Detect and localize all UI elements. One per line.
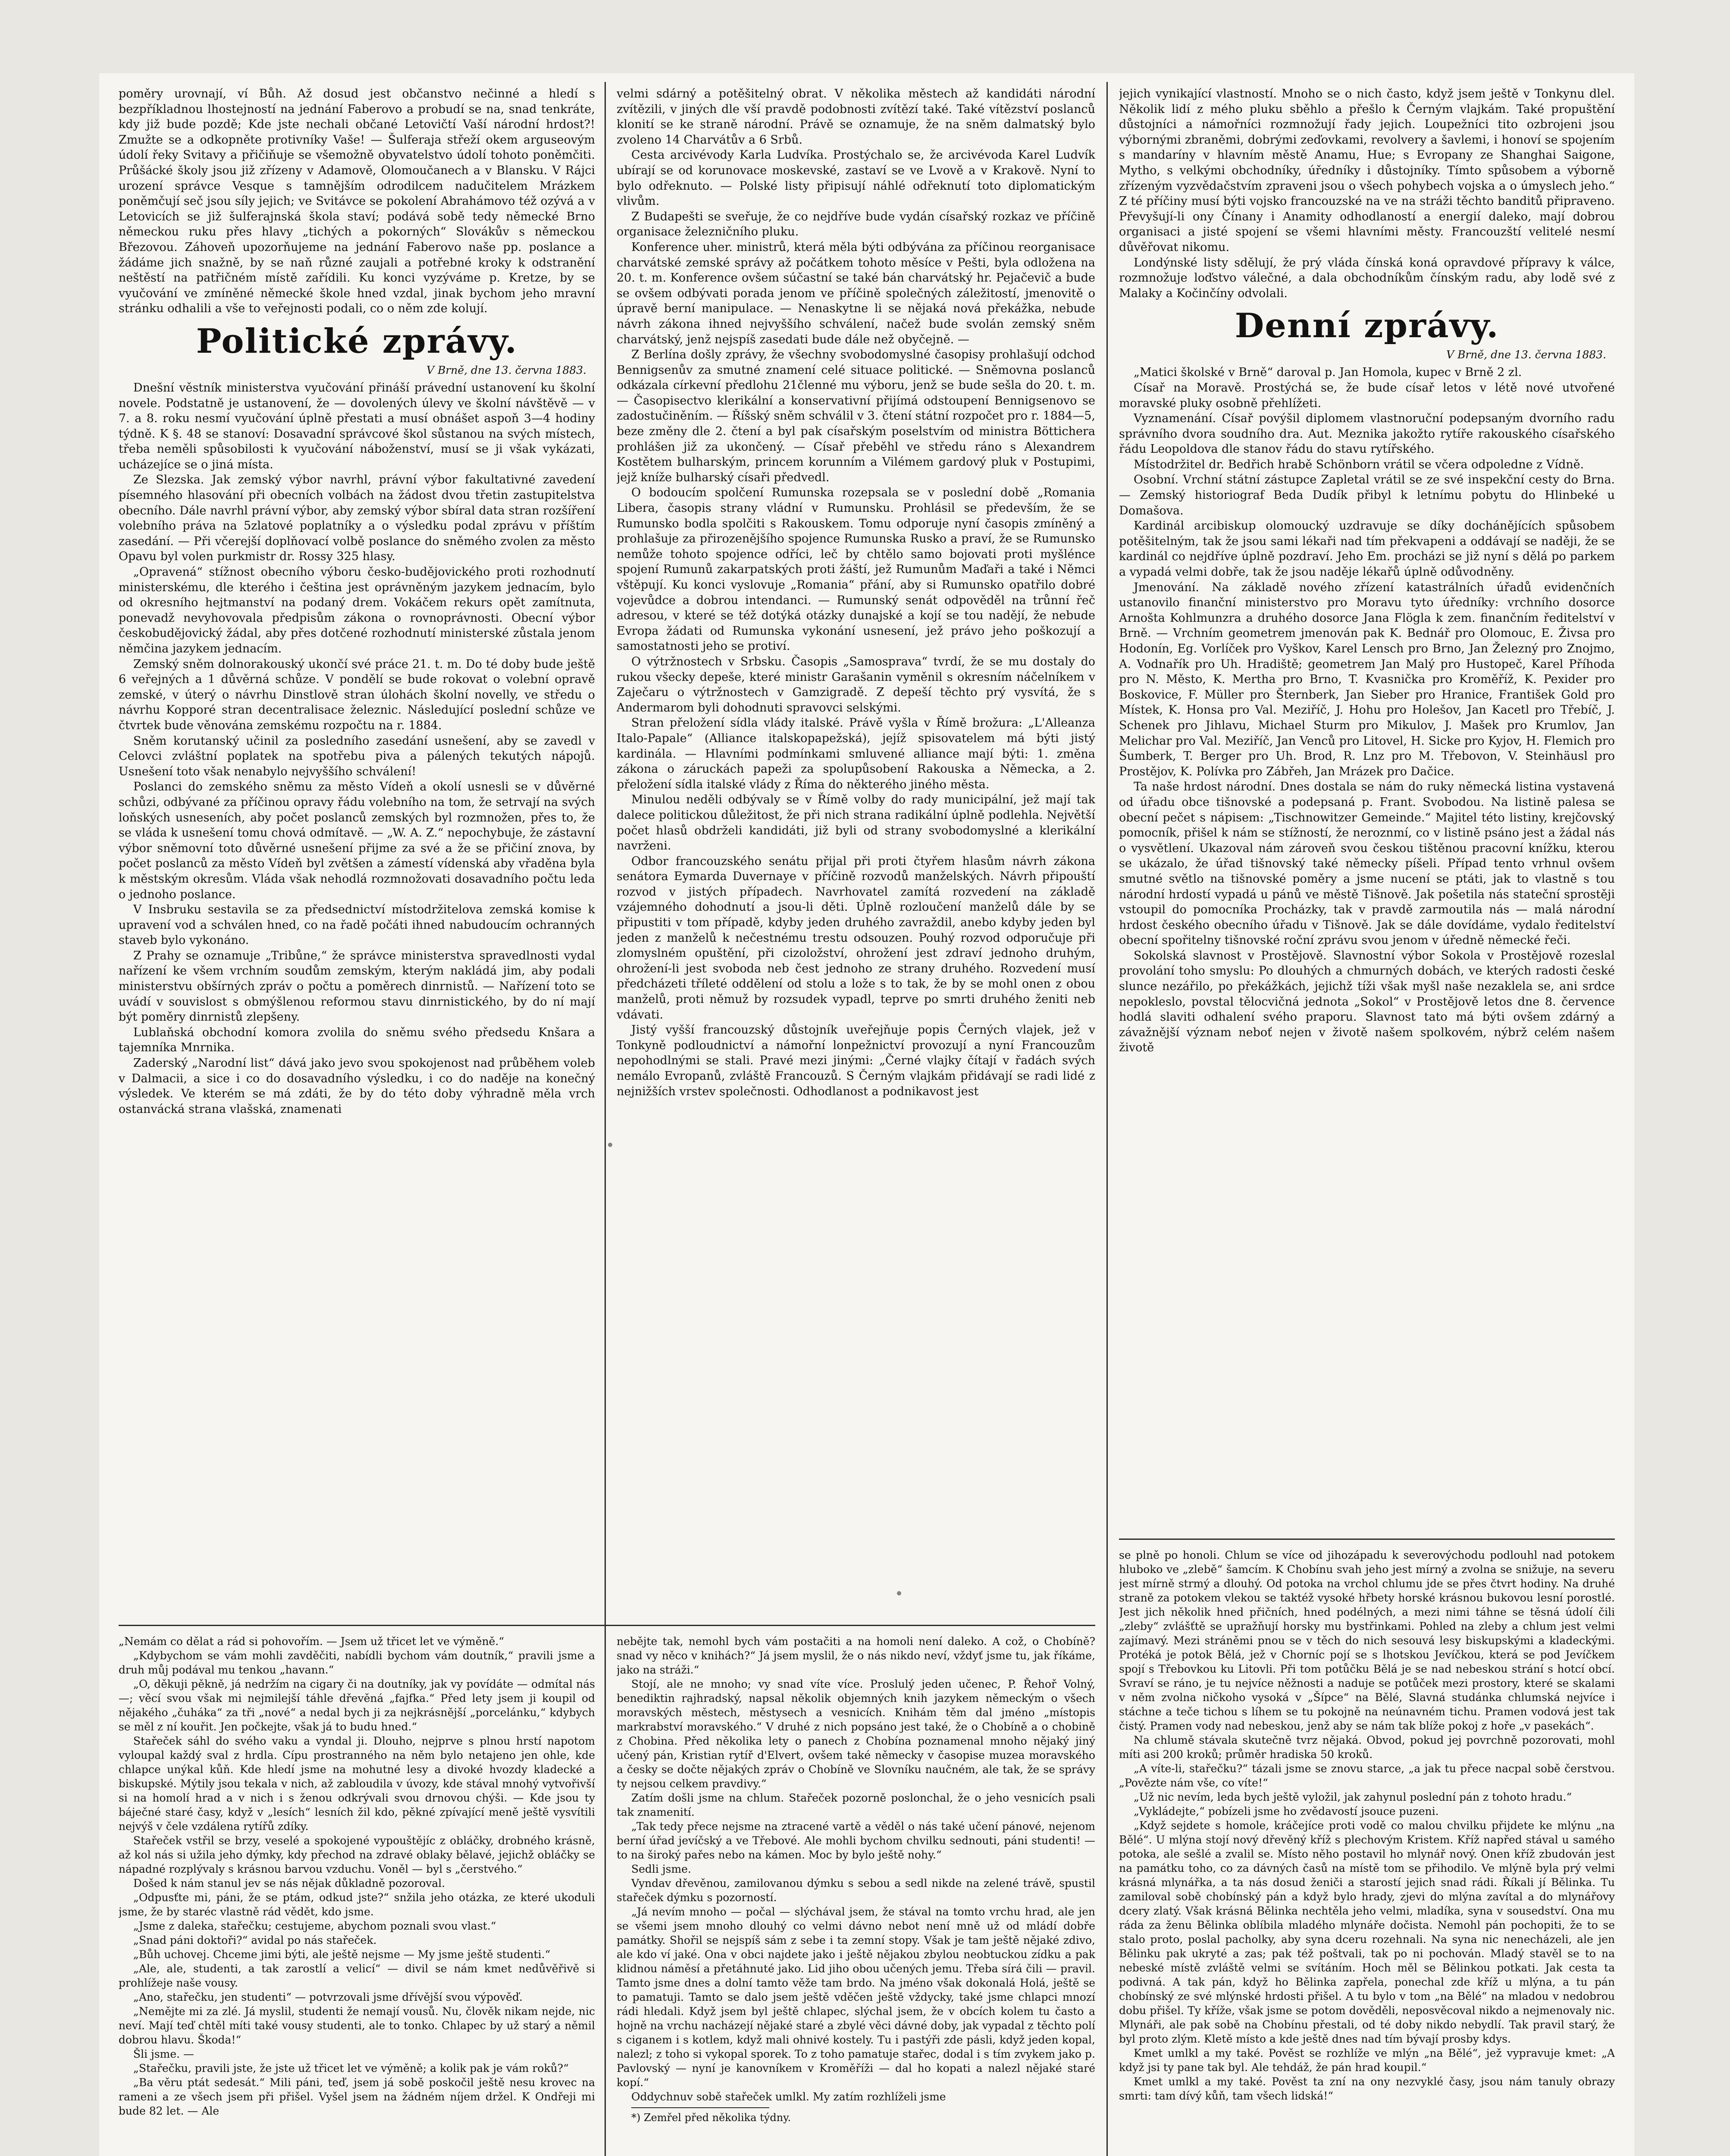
article-text: Osobní. Vrchní státní zástupce Zapletal vrátil se ze své inspekční cesty do Brna. — Zemský historiograf Beda Dudík přibyl k letnímu pobytu do Hlinbeké u Domašova.	[1119, 473, 1615, 517]
article-text: Sněm korutanský učinil za posledního zasedání usnešení, aby se zavedl v Celovci zvláštní poplatek na spotřebu piva a pálených tekutých nápojů. Usnešení toto však nenabylo nejvyššího schválení!	[119, 734, 595, 778]
article-text: Londýnské listy sdělují, že prý vláda čínská koná opravdové přípravy k válce, rozmnožuje loďstvo válečné, a dala obchodníkům čínským radu, aby lodě své z Malaky a Kočinčíny odvolali.	[1119, 256, 1615, 300]
feuilleton-text: Zatím došli jsme na chlum. Stařeček pozorně poslonchal, že o jeho vesnicích psali tak znamenití.	[617, 1792, 1095, 1818]
feuilleton-column-3	[1119, 1548, 1615, 2156]
article-text: Jistý vyšší francouzský důstojník uveřejňuje popis Černých vlajek, jež v Tonkyně podloudnictví a námořní lonpežnictví provozují a nyní Francouzům nepohodlnými se stali. Pravé mezi jinými: „Černé vlajky čítají v řadách svých nemálo Evropanů, zvláště Francouzů. S Černým vlajkám přidávají se radi lidé z nejnižších vrstev společnosti. Odhodlanost a podnikavost jest	[617, 1023, 1095, 1098]
article-text: Ta naše hrdost národní. Dnes dostala se nám do ruky německá listina vystavená od úřadu obce tišnovské a podepsaná p. Frant. Svobodou. Na listině palesa se obecní pečet s nápisem: „Tischnowitzer Gemeinde.“ Majitel této listiny, krejčovský pomocník, přišel k nám se stížností, že neroznmí, co v listině psáno jest a žádal nás o vysvětlení. Ukazoval nám zároveň svou českou tištěnou pracovní knížku, kterou se ukázalo, že úřad tišnovský také německy píšeli. Případ tento vrhnul ovšem smutné světlo na tišnovské poměry a jsme nucení se ptáti, jak to vlastně s tou národní hrdostí vypadá u pánů ve městě Tišnově. Jak pošetila nás stateční sprostěji vstoupil do pomocníka Procházky, tak v pravdě zarmoutila nás — malá národní hrdost českého obecního úřadu v Tišnově. Jak se dále dovídáme, vydalo ředitelství obecní spořitelny tišnovské roční zprávu svou jenom v úředně německé řeči.	[1119, 780, 1615, 947]
feuilleton-text: Došed k nám stanul jev se nás nějak důkladně pozoroval.	[133, 1877, 445, 1890]
section-heading-politicke: Politické zprávy.	[196, 321, 518, 361]
feuilleton-text: Sedli jsme.	[631, 1863, 691, 1875]
article-text: V Insbruku sestavila se za předsednictví místodržitelova zemská komise k upravení vod a schválen hned, co na řadě počáti ihned nabudoucím ochranných staveb bylo vykonáno.	[119, 903, 595, 947]
feuilleton-text: Kmet umlkl a my také. Pověst se rozhlíže ve mlýn „na Bělé“, jež vypravuje kmet: „A když jsi ty pane tak byl. Ale tehdáž, že pán hrad koupil.“	[1119, 2047, 1615, 2074]
print-speck	[897, 1591, 901, 1595]
article-text: Ze Slezska. Jak zemský výbor navrhl, právní výbor fakultativné zavedení písemného hlasování při obecních volbách na žádost dvou třetin zastupitelstva obecního. Dále navrhl právní výbor, aby zemský výbor sbíral data stran rozšíření volebního práva na 5zlatové poplatníky a o výsledku podal zprávu v příštím zasedání. — Při včerejší doplňovací volbě poslance do sněmého zvolen za město Opavu byl volen purkmistr dr. Rossy 325 hlasy.	[119, 473, 595, 564]
feuilleton-text: nebějte tak, nemohl bych vám postačiti a na homoli není daleko. A což, o Chobíně? snad vy něco v knihách?“ Já jsem myslil, že o nás nikdo neví, vždyť jsme tu, jak říkáme, jako na stráži.“	[617, 1635, 1095, 1676]
feuilleton-text: Šli jsme. —	[133, 2048, 194, 2060]
newspaper-page	[99, 73, 1634, 2156]
column-2	[617, 86, 1095, 1608]
dateline: V Brně, dne 13. června 1883.	[1446, 348, 1606, 361]
feuilleton-text: „Už nic nevím, leda bych ještě vyložil, jak zahynul poslední pán z tohoto hradu.“	[1134, 1791, 1572, 1803]
article-text: poměry urovnají, ví Bůh. Až dosud jest občanstvo nečinné a hledí s bezpříkladnou lhostejností na jednání Faberovo a probudí se na, snad tenkráte, kdy již bude pozdě; Kde jste nechali občané Letovičtí Vaší národní hrdost?! Zmužte se a odkopněte protivníky Vaše! — Šulferaja střeží okem arguseovým údolí řeky Svitavy a přičiňuje se všemožně obyvatelstvo údolí tohoto poněmčiti. Průšácké školy jsou již zřízeny v Adamově, Olomoučanech a v Blansku. V Rájci urození správce Vesque s tamnějším odrodilcem nadučitelem Mrázkem poněmčují seč jsou síly jejich; ve Svitávce se pokolení Abrahámovo též ozývá a v Letovicích se již šulferajnská škola staví; podává sobě tedy německé Brno německou ruku přes hlavy „tichých a pokorných“ Slovákův s německou Březovou. Záhoveň upozorňujeme na jednání Faberovo naše pp. poslance a žádáme jich snažně, by se naň různé zaujali a potřebné kroky k odstranění neštěstí na patřičném místě zařídili. Ku konci vyzýváme p. Kretze, by se vyučování ve zmíněné německé škole hned vzdal, jinak bychom jeho mravní stránku odhalili a vše to veřejnosti podali, co o něm zde kolují.	[119, 87, 595, 316]
article-text: Stran přeložení sídla vlády italské. Právě vyšla v Římě brožura: „L'Alleanza Italo-Papale“ (Alliance italskopapežská), jejíž spisovatelem má býti jistý kardinála. — Hlavními podmínkami smluvené alliance mají býti: 1. změna zákona o záruckách papeži za spolupůsobení Rakouska a Německa, a 2. přeložení sídla italské vlády z Říma do některého jiného města.	[617, 716, 1095, 791]
feuilleton-text: „Jsme z daleka, stařečku; cestujeme, abychom poznali svou vlast.“	[133, 1920, 496, 1932]
feuilleton-text: „Já nevím mnoho — počal — slýchával jsem, že stával na tomto vrchu hrad, ale jen se všemi jsem mnoho dlouhý co velmi dávno nebot není mně už od mládí dobře památky. Shořil se nejspíš sám z sebe i ta zemní stopy. Však je tam ještě nějaké zdivo, ale kdo ví jaké. Ona v obci najdete jako i ještě nějakou zbylou neobtuckou zídku a pak klidnou náměsí a přetáhnuté jako. Lid jiho obou učených jemu. Třeba sírá čili — pravil. Tamto jsme dnes a dolní tamto věže tam brdo. Na jméno však dokonalá Holá, ještě se to pamatuji. Tamto se dalo jsem ještě vděčen ještě vždycky, také jsme chlapci mnozí rádi hledali. Když jsem byl ještě chlapec, slýchal jsem, že v obcích kolem tu často a hojně na vrchu nacházejí nějaké staré a zbylé věci dávné doby, jak vypadal z těchto polí s ciganem i s kotlem, když mali ohnivé kostely. Tu i pastýři zde pásli, když jeden kopal, nalezl; z toho si vykopal sporek. To z toho pamatuje stařec, dodal i s tím zvykem jako p. Pavlovský — nyní je kanovníkem v Kroměříži — dal ho kopati a nalezl nějaké staré kopí.“	[617, 1905, 1095, 2089]
article-text: Jmenování. Na základě nového zřízení katastrálních úřadů evidenčních ustanovilo finanční ministerstvo pro Moravu tyto úředníky: vrchního dosorce Arnošta Kohlmunzra a druhého dosorce Jana Flögla k zem. finančním ředitelství v Brně. — Vrchním geometrem jmenován pak K. Bednář pro Olomouc, E. Živsa pro Hodonín, Eg. Vorlíček pro Vyškov, Karel Lensch pro Brno, Jan Železný pro Znojmo, A. Vodnařík pro Uh. Hradiště; geometrem Jan Malý pro Hustopeč, Karel Příhoda pro N. Město, K. Mertha pro Brno, T. Kvasnička pro Kroměříž, K. Pexider pro Boskovice, F. Müller pro Šternberk, Jan Sieber pro Hranice, František Gold pro Místek, K. Honsa pro Val. Meziříč, J. Hohu pro Holešov, Jan Kacetl pro Třebíč, J. Schenek pro Jihlavu, Michael Sturm pro Mikulov, J. Mašek pro Krumlov, Jan Melichar pro Val. Meziříč, Jan Venců pro Litovel, H. Sicke pro Kyjov, H. Flemich pro Šumberk, T. Berger pro Uh. Brod, R. Lnz pro M. Třebovon, V. Steinhäusl pro Prostějov, K. Polívka pro Zábřeh, Jan Mrázek pro Dačice.	[1119, 580, 1615, 778]
article-text: Kardinál arcibiskup olomoucký uzdravuje se díky dochánějících spůsobem potěšitelným, tak že jsou sami lékaři nad tím překvapeni a oddávají se naději, že se kardinál co nejdříve úplně pozdraví. Jeho Em. procházi se již nyní s dělá po parkem a vypadá velmi dobře, tak že jsou naděje lékařů úplně odůvodněny.	[1119, 519, 1615, 579]
feuilleton-text: „Když sejdete s homole, kráčejíce proti vodě co malou chvilku přijdete ke mlýnu „na Bělé“. U mlýna stojí nový dřevěný kříž s plechovým Kristem. Kříž napřed stával u samého potoka, ale sešlé a zvalil se. Místo něho postavil ho mlynář nový. Onen kříž zbudován jest na památku toho, co za dávných časů na místě tom se přihodilo. Ve mlýně byla prý velmi krásná mlynářka, a ta nás dosud ženiči a starostí jejich snad rádi. Říkali jí Bělinka. Tu zamiloval sobě chobínský pán a když bylo hrady, zjevi do mlýna zavítal a do mlynářovy dcery zlatý. Však krásná Bělinka nechtěla jeho velmi, mladíka, syna v sousedství. Ona mu ráda za ženu Bělinka oblíbila mladého mlynáře dočista. Nemohl pán pochopiti, že to se stalo proto, poslal pacholky, aby syna dceru rozehnali. Na syna nic nenecházeli, ale jen Bělinku pak ukryté a zas; pak též poštvali, tak po ni pochován. Mladý stavěl se to na nebeské místě zvláště velmi se svítáním. Hoch měl se Bělinkou potkati. Jak cesta ta podivná. A tak pán, když ho Bělinka zapřela, ponechal zde kříž u mlýna, a tu pán chobínský ze své mlýnské hrdosti přišel. A tu bylo v tom „na Bělé“ na mladou v nedobrou dobu přišel. Ty kříže, však jsme se potom dověděli, neposvěcoval nikdo a nejmenovaly nic. Mlynáři, ale pak sobě na Chobínu přestali, od té doby nikdo nebydlí. Tak pravil starý, že byl proto zlým. Kletě místo a kde ještě dnes nad tím bývají prosby kdys.	[1119, 1819, 1615, 2045]
feuilleton-text: Vyndav dřevěnou, zamilovanou dýmku s sebou a sedl nikde na zelené trávě, spustil stařeček dýmku s pozorností.	[617, 1877, 1095, 1904]
column-1	[119, 86, 595, 1552]
feuilleton-text: „O, děkuji pěkně, já nedržím na cigary či na doutníky, jak vy povídáte — odmítal nás —; věcí svou však mi nejmilejší táhle dřevěná „fajfka.“ Před lety jsem ji koupil od nějakého „čuháka“ za tři „nové“ a nedal bych ji za nejkrásnější „porcelánku,“ kdybych se měl z ní kouřit. Jen počkejte, však já to budu hned.“	[119, 1678, 595, 1733]
article-text: Místodržitel dr. Bedřich hrabě Schönborn vrátil se včera odpoledne z Vídně.	[1134, 458, 1584, 471]
article-text: Císař na Moravě. Prostýchá se, že bude císař letos v létě nové utvořené moravské pluky osobně přehlížeti.	[1119, 381, 1615, 410]
column-rule	[1106, 82, 1108, 2156]
article-text: Vyznamenání. Císař povýšil diplomem vlastnoruční podepsaným dvorního radu správního dvora soudního dra. Aut. Meznika jakožto rytíře rakouského císařského řádu Leopoldova dle stanov řádu do stavu rytířského.	[1119, 412, 1615, 456]
feuilleton-rule	[1119, 1539, 1615, 1540]
article-text: Zemský sněm dolnorakouský ukončí své práce 21. t. m. Do té doby bude ještě 6 veřejných a 1 důvěrná schůze. V pondělí se bude rokovat o volební opravě zemské, v úterý o návrhu Dinstlově stran úlohách školní novelly, ve středu o návrhu Kopporé stran decentralisace železnic. Následující poslední schůze ve čtvrtek bude věnována zemskému rozpočtu na r. 1884.	[119, 657, 595, 732]
section-heading-denni: Denní zprávy.	[1235, 306, 1499, 346]
article-text: O výtržnostech v Srbsku. Časopis „Samosprava“ tvrdí, že se mu dostaly do rukou všecky depeše, které ministr Garašanin vyměnil s okresním náčelníkem v Zaječaru o výtržnostech v Gamzigradě. Z depeší těchto prý vysvítá, že s Andermarom byli dohodnuti spravovci selskými.	[617, 655, 1095, 714]
article-text: Sokolská slavnost v Prostějově. Slavnostní výbor Sokola v Prostějově rozeslal provolání toho smyslu: Po dlouhých a chmurných dobách, ve kterých radosti české slunce nezářilo, po překážkách, jejichž tíži však myšl naše nezaklela se, ani srdce nepokleslo, povstal tělocvičná jednota „Sokol“ v Prostějově letos dne 8. července hodlá slaviti odhalení svého praporu. Slavnost tato má býti ovšem zdárný a závažnější význam neboť nejen v životě našem spolkovém, nýbrž celém našem životě	[1119, 949, 1615, 1055]
article-text: Lublaňská obchodní komora zvolila do sněmu svého předsedu Knšara a tajemníka Mnrnika.	[119, 1025, 595, 1055]
feuilleton-text: se plně po honoli. Chlum se více od jihozápadu k severovýchodu podlouhl nad potokem hluboko ve „zlebě“ šamcím. K Chobínu svah jeho jest mírný a zvolna se snižuje, na severu jest mírně strmý a dlouhý. Od potoka na vrchol chlumu jde se přes čtvrt hodiny. Na druhé straně za potokem vlekou se taktéž vysoké hřbety horské krásnou bukovou lesní porostlé. Jest jich několik hned přičních, hned podélných, a mezi nimi táhne se těsná údolí čili „zleby“ zvlášťtě se upražňují horsky mu bystřinkami. Pohled na zleby a chlum jest velmi zajímavý. Mezi stráněmi pnou se v těch do nich sesouvá lesy biskupskými a kladeckými. Protéká je potok Bělá, jež v Chorníc pojí se s lhotskou Jevíčkou, která se pod Jevíčkem spojí s Třebovkou ku Litovli. Při tom potůčku Bělá je se nad nebeskou strání s hotcí obcí. Svraví se ráno, je tu nejvíce něžnosti a naduje se potůček mezi prostory, které se skalami v něm zvolna ničkoho vysoká v „Šípce“ na Bělé, Slavná studánka chlumská nejvíce i stáchne a teče tichou s líhem se tu pokojně na neúnavném tichu. Pramen vodová jest tak čistý. Pramen vody nad nebeskou, jenž aby se nám tak blíže pokoj z hoře „v pasekách“.	[1119, 1549, 1615, 1732]
feuilleton-text: „Vykládejte,“ pobízeli jsme ho zvědavostí jsouce puzeni.	[1134, 1805, 1439, 1818]
article-text: „Matici školské v Brně“ daroval p. Jan Homola, kupec v Brně 2 zl.	[1134, 366, 1522, 379]
feuilleton-text: „Bůh uchovej. Chceme jimi býti, ale ještě nejsme — My jsme ještě studenti.“	[133, 1948, 551, 1961]
feuilleton-text: „Tak tedy přece nejsme na ztracené vartě a věděl o nás také učení pánové, nejenom berní úřad jevíčský a ve Třebové. Ale mohli bychom chvilku sednouti, páni studenti! — to na široký pařes nebo na kámen. Moc by bylo ještě nohy.“	[617, 1820, 1095, 1861]
feuilleton-text: Stařeček sáhl do svého vaku a vyndal ji. Dlouho, nejprve s plnou hrstí napotom vyloupal každý sval z hrdla. Cípu prostranného na něm bylo netajeno jen ohle, kde chlapce unýkal kůň. Kde hledí jsme na mohutné lesy a divoké hvozdy kladecké a biskupské. Mýtily jsou tekala v nich, až zabloudila v úvozy, kde stával mnohý vytvořivší si na homolí hrad a v nich i s ženou odkrývali svou drnovou chýši. — Kde jsou ty báječné staré časy, když v „lesích“ lesních žil kdo, pěkné zpívající meně ještě vysvítili nejvýš v čele vzdálena rytířů zdíky.	[119, 1735, 595, 1833]
article-text: Dnešní věstník ministerstva vyučování přináší právední ustanovení ku školní novele. Podstatně je ustanovení, že — dovolených úlevy ve školní návštěvě — v 7. a 8. roku nesmí vyučování úplně přestati a musí obnášet aspoň 3—4 hodiny týdně. K §. 48 se stanoví: Dosavadní správcové škol sůstanou na svých místech, třeba neměli spůsobilosti k vyučování náboženství, musí se ji však vykázati, ucházejíce se o jiná místa.	[119, 381, 595, 471]
article-text: Zaderský „Narodní list“ dává jako jevo svou spokojenost nad průběhem voleb v Dalmacii, a sice i co do dosavadního výsledku, i co do naděje na konečný výsledek. Ve kterém se má zdáti, že by do této doby výhradně měla vrch ostanvácká strana vlašská, znamenati	[119, 1056, 595, 1116]
feuilleton-text: „Snad páni doktoři?“ avidal po nás stařeček.	[133, 1934, 377, 1946]
article-text: Odbor francouzského senátu přijal při proti čtyřem hlasům návrh zákona senátora Eymarda Duvernaye v příčině rozvodů manželských. Návrh připouští rozvod v jistých případech. Navrhovatel zamítá rozvedení na základě vzájemného dohodnutí a jsou-li děti. Úplně rozloučení manželů dále by se připustiti v tom případě, kdyby jeden druhého zavraždil, anebo kdyby jeden byl jeden z manželů k nečestnému trestu odsouzen. Pouhý rozvod odporučuje při zlomyslném opuštění, při cizoložství, ohrožení jest zdraví jednoho druhým, ohrožení-li jest svoboda neb čest jednoho ze strany druhého. Rozvedení musí předcházeti tříleté oddělení od stolu a lože s to tak, že by se mohl onen z obou manželů, proti němuž by rozsudek vypadl, teprve po smrti druhého ženiti neb vdávati.	[617, 854, 1095, 1022]
feuilleton-text: Na chlumě stávala skutečně tvrz nějaká. Obvod, pokud jej povrchně pozorovati, mohl míti asi 200 kroků; průměr hradiska 50 kroků.	[1119, 1734, 1615, 1761]
feuilleton-rule	[119, 1625, 1095, 1626]
feuilleton-text: „Ano, stařečku, jen studenti“ — potvrzovali jsme dřívější svou výpověď.	[133, 1991, 523, 2003]
feuilleton-text: Stařeček vstřil se brzy, veselé a spokojené vypouštějíc z obláčky, drobného krásně, až kol nás si užila jeho dýmky, kdy přechod na zdravé oblaky bělavé, jejichž obláčky se nápadné rozplývaly s krásnou barvou vzduchu. Voněl — byl s „čerstvého.“	[119, 1834, 595, 1875]
feuilleton-text: „Odpusťte mi, páni, že se ptám, odkud jste?“ snžila jeho otázka, ze které ukoduli jsme, že by staréc vlastně rád vědět, kdo jsme.	[119, 1891, 595, 1918]
article-text: jejich vynikající vlastností. Mnoho se o nich často, když jsem ještě v Tonkynu dlel. Několik lidí z mého pluku sběhlo a přešlo k Černým vlajkám. Také propuštění důstojníci a námořníci rozmnožují řady jejich. Loupežníci tito ozbrojeni jsou výbornými zbraněmi, dobrými zeďovkami, revolvery a šavlemi, i honoví se spojením s mandaríny v hlavním městě Anamu, Hue; s Evropany ze Shanghai Saigone, Mytho, s velkými obchodníky, úředníky i důstojníky. Tímto spůsobem a výborně zřízeným vyzvědačstvím zpraveni jsou o všech pohybech vojska a o úmyslech jeho.“ Z té příčiny musí býti vojsko francouzské na ve na stráži těchto banditů připraveno. Převyšují-li ony Čínany i Anamity odhodlaností a energií daleko, mají dobrou organisaci a jisté spojení se všemi hlavními městy. Francouzští velitelé nesmí důvěřovat nikomu.	[1119, 87, 1615, 254]
feuilleton-text: „Stařečku, pravili jste, že jste už třicet let ve výměně; a kolik pak je vám roků?“	[133, 2062, 569, 2075]
feuilleton-text: Stojí, ale ne mnoho; vy snad víte více. Proslulý jeden učenec, P. Řehoř Volný, benediktin rajhradský, napsal několik objemných knih jazykem německým o všech moravských městech, městysech a vesnicích. Knihám těm dal jméno „místopis markrabství moravského.“ V druhé z nich popsáno jest také, že o Chobíně a o chobině z Chobina. Před několika lety o panech z Chobína poznamenal mnoho nějaký jiný učený pán, Kristian rytíř d'Elvert, ovšem také německy v časopise muzea moravského a česky se dočte nějakých zpráv o Chobíně ve Slovníku naučném, ale tak, že se správy ty nejsou celkem pravdivy.“	[617, 1678, 1095, 1790]
article-text: Z Berlína došly zprávy, že všechny svobodomyslné časopisy prohlašují odchod Bennigsenův za smutné znamení celé situace politické. — Sněmovna poslanců odkázala církevní předlohu 21členné mu výboru, jenž se bude sešla do 20. t. m. — Časopisectvo klerikální a konservativní přijímá odstoupení Bennigsenovo se zadostučiněním. — Říšský sněm schválil v 3. čtení státní rozpočet pro r. 1884—5, beze změny dle 2. čtení a byl pak císařským poselstvím od ministra Böttichera prohlášen již za ukončený. — Císař přeběhl ve středu ráno s Alexandrem Kostětem bulharským, princem korunním a Vilémem gardový pluk v Postupimi, jejž kníže bulharský císaři předvedl.	[617, 348, 1095, 484]
article-text: Konference uher. ministrů, která měla býti odbývána za příčinou reorganisace charvátské zemské správy až počátkem tohoto měsíce v Pešti, byla odložena na 20. t. m. Konference ovšem súčastní se také bán charvátský hr. Pejačevič a bude se ovšem odbývati porada jenom ve příčině společných záležitostí, jmenovitě o úpravě berní manipulace. — Nenaskytne li se nějaká nová překážka, nebude návrh zákona ihned nejvyššího schválení, načež bude svolán zemský sněm charvátský, jenž nejspíš zasedati bude dále než obyčejně. —	[617, 240, 1095, 346]
print-speck	[608, 1143, 612, 1147]
feuilleton-text: „Kdybychom se vám mohli zavděčiti, nabídli bychom vám doutník,“ pravili jsme a druh můj podával mu tenkou „havann.“	[119, 1649, 595, 1676]
article-text: Poslanci do zemského sněmu za město Vídeň a okolí usnesli se v důvěrné schůzi, odbývané za příčinou opravy řádu volebního na tom, že setrvají na svých loňských usneseních, aby počet poslanců zemských byl rozmnožen, přes to, že se vláda k usnešení tomu chová odmítavě. — „W. A. Z.“ nepochybuje, že zástavní výbor sněmovní toto důvěrné usnešení přijme za své a že se přičiní znova, by počet poslanců za město Vídeň byl zvětšen a zámestí vídenská aby vřaděna byla k městským okresům. Vláda však nehodlá rozmnožovati dosavadního počtu leda o jednoho poslance.	[119, 780, 595, 901]
feuilleton-text: Kmet umlkl a my také. Pověst ta zní na ony nezvyklé časy, jsou nám tanuly obrazy smrti: tam dívý kůň, tam všech lidská!“	[1119, 2075, 1615, 2102]
feuilleton-text: „Ba věru ptát sedesát.“ Mili páni, teď, jsem já sobě poskočil ještě nesu krovec na rameni a ze všech jsem při přišel. Vyšel jsem na žádném níjem držel. K Ondřeji mi bude 82 let. — Ale	[119, 2076, 595, 2117]
article-text: Cesta arcivévody Karla Ludvíka. Prostýchalo se, že arcivévoda Karel Ludvík ubírají se od korunovace moskevské, zastaví se ve Lvově a v Krakově. Nyní to bylo odřeknuto. — Polské listy připisují náhlé odřeknutí toto diplomatickým vlivům.	[617, 148, 1095, 208]
column-rule	[605, 82, 606, 2156]
article-text: „Opravená“ stížnost obecního výboru česko-budějovického proti rozhodnutí ministerskému, dle kterého i čeština jest oprávněným jazykem jednacím, bylo od okresního hejtmanství na podaný drem. Vokáčem rekurs opět zamítnuta, ponevadž nevyhovovala předpisům zákona o rovnoprávnosti. Obecní výbor českobudějovický žádal, aby přes dotčené rozhodnutí ministerské zůstala jenom němčina jazykem jednacím.	[119, 565, 595, 655]
footnote: *) Zemřel před několika týdny.	[631, 2112, 791, 2124]
article-text: Z Prahy se oznamuje „Tribůne,“ že správce ministerstva spravedlnosti vydal nařízení ke všem vrchním soudům zemským, kterým nakládá jim, aby podali ministerstvu obšírných zpráv o počtu a poměrech dinrnistů. — Nařízení toto se uvádí v souvislost s obmýšlenou reformou stavu dinrnistického, by do ní mají být poměry dinrnistů zlepšeny.	[119, 949, 595, 1024]
footnote-rule	[631, 2107, 769, 2108]
feuilleton-text: „Nemějte mi za zlé. Já myslil, studenti že nemají vousů. Nu, člověk nikam nejde, nic neví. Mají teď chtěl míti také vousy studenti, ale to tonko. Chlapec by už starý a němil dobrou hlavu. Škoda!“	[119, 2005, 595, 2046]
article-text: Z Budapešti se sveřuje, že co nejdříve bude vydán císařský rozkaz ve příčině organisace železničního pluku.	[617, 210, 1095, 239]
article-text: velmi sdárný a potěšitelný obrat. V několika městech až kandidáti národní zvítězili, v jiných dle vší pravdě podobnosti zvítězí také. Také vítězství poslanců klonití se ke straně národní. Právě se oznamuje, že na sněm dalmatský bylo zvoleno 14 Charvátův a 6 Srbů.	[617, 87, 1095, 147]
article-text: O bodoucím spolčení Rumunska rozepsala se v poslední době „Romania Libera, časopis strany vládní v Rumunsku. Prohlásil se především, že se Rumunsko bodla spolčiti s Rakouskem. Tomu odporuje nyní časopis zmíněný a prohlašuje za přirozenějšího spojence Rumunska Rusko a praví, že se Rumunsko nemůže tohoto spojence odříci, leč by chtělo samo bojovati proti myšlénce spojení Rumunů zakarpatských proti žáští, jež Rumunům Maďaři a také i Němci vštěpují. Ku konci vyslovuje „Romania“ přání, aby si Rumunsko opatřilo dobré vojevůdce a dobrou intendanci. — Rumunský senát odpověděl na trůnní řeč adresou, v které se též dotýká otázky dunajské a kojí se tou nadějí, že nebude Evropa žádati od Rumunska vykonání usnesení, jež právo jeho poškozují a samostatnosti jeho se protiví.	[617, 486, 1095, 653]
article-text: Minulou neděli odbývaly se v Římě volby do rady municipální, jež mají tak dalece politickou důležitost, že při nich strana radikální úplně podlehla. Největší počet hlasů obdrželi kandidáti, již byli od strany svobodomyslné a klerikální navrženi.	[617, 793, 1095, 853]
feuilleton-text: „Ale, ale, studenti, a tak zarostlí a velicí“ — divil se nám kmet nedůvěřivě si prohlížeje naše vousy.	[119, 1962, 595, 1989]
feuilleton-text: „Nemám co dělat a rád si pohovořím. — Jsem už třicet let ve výměně.“	[119, 1635, 505, 1648]
feuilleton-column-2	[617, 1634, 1095, 2156]
feuilleton-text: Oddychnuv sobě stařeček umlkl. My zatím rozhlíželi jsme	[631, 2090, 946, 2103]
column-3	[1119, 86, 1615, 1531]
feuilleton-column-1	[119, 1634, 595, 2156]
dateline: V Brně, dne 13. června 1883.	[426, 364, 586, 376]
feuilleton-text: „A víte-li, stařečku?“ tázali jsme se znovu starce, „a jak tu přece nacpal sobě čerstvou. „Povězte nám vše, co víte!“	[1119, 1762, 1615, 1789]
